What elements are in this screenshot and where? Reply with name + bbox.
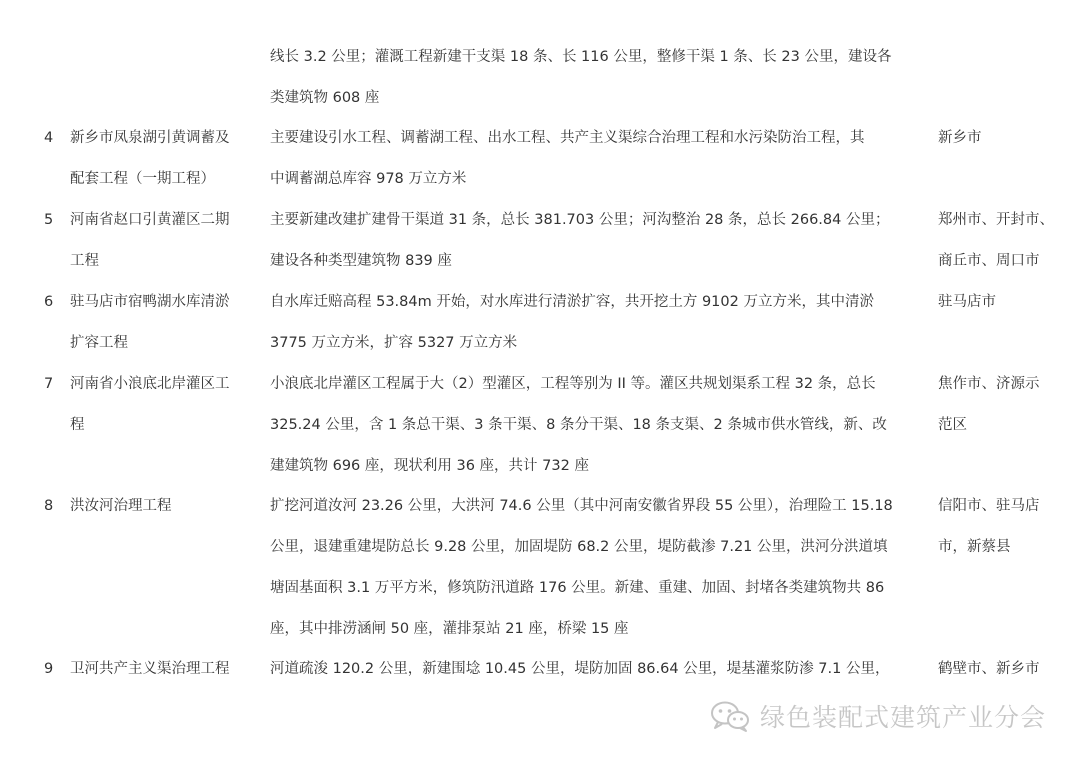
description-line: 扩挖河道汝河 23.26 公里，大洪河 74.6 公里（其中河南安徽省界段 55 公里），治理险工 15.18 xyxy=(270,498,893,514)
description-line: 3775 万立方米，扩容 5327 万立方米 xyxy=(270,335,518,351)
description-line: 塘固基面积 3.1 万平方米，修筑防汛道路 176 公里。新建、重建、加固、封堵各类建筑物共 86 xyxy=(270,580,885,596)
description-line: 自水库迁赔高程 53.84m 开始，对水库进行清淤扩容，共开挖土方 9102 万立方米，其中清淤 xyxy=(270,294,874,310)
location-line: 新乡市 xyxy=(938,130,982,146)
project-name xyxy=(70,200,250,282)
row-description xyxy=(270,282,910,364)
project-name xyxy=(70,649,250,690)
description-line: 建建筑物 696 座，现状利用 36 座，共计 732 座 xyxy=(270,458,589,474)
watermark-text: 绿色装配式建筑产业分会 xyxy=(759,703,1046,732)
project-location xyxy=(938,200,1063,282)
description-line: 类建筑物 608 座 xyxy=(270,90,380,106)
project-name-line: 驻马店市宿鸭湖水库清淤 xyxy=(70,294,230,310)
project-name-line: 河南省小浪底北岸灌区工 xyxy=(70,376,230,392)
project-name-line: 洪汝河治理工程 xyxy=(70,498,172,514)
location-line: 商丘市、周口市 xyxy=(938,253,1040,269)
description-line: 建设各种类型建筑物 839 座 xyxy=(270,253,452,269)
location-line: 鹤壁市、新乡市 xyxy=(938,661,1040,677)
project-name xyxy=(70,364,250,446)
project-name xyxy=(70,282,250,364)
row-description xyxy=(270,486,910,650)
row-description xyxy=(270,364,910,487)
location-line: 驻马店市 xyxy=(938,294,996,310)
description-line: 河道疏浚 120.2 公里，新建围埝 10.45 公里，堤防加固 86.64 公里，堤基灌浆防渗 7.1 公里， xyxy=(270,661,890,677)
row-description xyxy=(270,649,910,690)
description-line: 主要建设引水工程、调蓄湖工程、出水工程、共产主义渠综合治理工程和水污染防治工程，其 xyxy=(270,130,865,146)
row-number: 6 xyxy=(44,294,54,310)
row-number: 9 xyxy=(44,661,54,677)
row-description xyxy=(270,118,910,200)
location-line: 郑州市、开封市、 xyxy=(938,212,1054,228)
wechat-icon xyxy=(710,699,750,733)
description-line: 主要新建改建扩建骨干渠道 31 条，总长 381.703 公里；河沟整治 28 条，总长 266.84 公里； xyxy=(270,212,890,228)
project-name xyxy=(70,118,250,200)
row-description xyxy=(270,37,910,119)
location-line: 范区 xyxy=(938,417,967,433)
description-line: 中调蓄湖总库容 978 万立方米 xyxy=(270,171,467,187)
project-name-line: 卫河共产主义渠治理工程 xyxy=(70,661,230,677)
row-description xyxy=(270,200,910,282)
project-location xyxy=(938,118,1063,159)
row-number: 4 xyxy=(44,130,54,146)
location-line: 信阳市、驻马店 xyxy=(938,498,1040,514)
project-location xyxy=(938,486,1063,568)
row-number: 5 xyxy=(44,212,54,228)
project-name-line: 程 xyxy=(70,417,85,433)
description-line: 公里，退建重建堤防总长 9.28 公里，加固堤防 68.2 公里，堤防截渗 7.21 公里，洪河分洪道填 xyxy=(270,539,888,555)
project-location xyxy=(938,282,1063,323)
project-name-line: 扩容工程 xyxy=(70,335,128,351)
description-line: 小浪底北岸灌区工程属于大（2）型灌区，工程等别为 II 等。灌区共规划渠系工程 32 条，总长 xyxy=(270,376,876,392)
project-name-line: 配套工程（一期工程） xyxy=(70,171,215,187)
project-name xyxy=(70,486,250,527)
watermark xyxy=(710,696,1046,736)
project-location xyxy=(938,649,1063,690)
project-name-line: 工程 xyxy=(70,253,99,269)
description-line: 线长 3.2 公里；灌溉工程新建干支渠 18 条、长 116 公里，整修干渠 1 条、长 23 公里，建设各 xyxy=(270,49,892,65)
row-number: 7 xyxy=(44,376,54,392)
project-location xyxy=(938,364,1063,446)
location-line: 焦作市、济源示 xyxy=(938,376,1040,392)
project-name-line: 河南省赵口引黄灌区二期 xyxy=(70,212,230,228)
description-line: 座，其中排涝涵闸 50 座，灌排泵站 21 座，桥梁 15 座 xyxy=(270,621,629,637)
location-line: 市，新蔡县 xyxy=(938,539,1011,555)
project-name-line: 新乡市凤泉湖引黄调蓄及 xyxy=(70,130,230,146)
description-line: 325.24 公里，含 1 条总干渠、3 条干渠、8 条分干渠、18 条支渠、2 条城市供水管线，新、改 xyxy=(270,417,887,433)
row-number: 8 xyxy=(44,498,54,514)
